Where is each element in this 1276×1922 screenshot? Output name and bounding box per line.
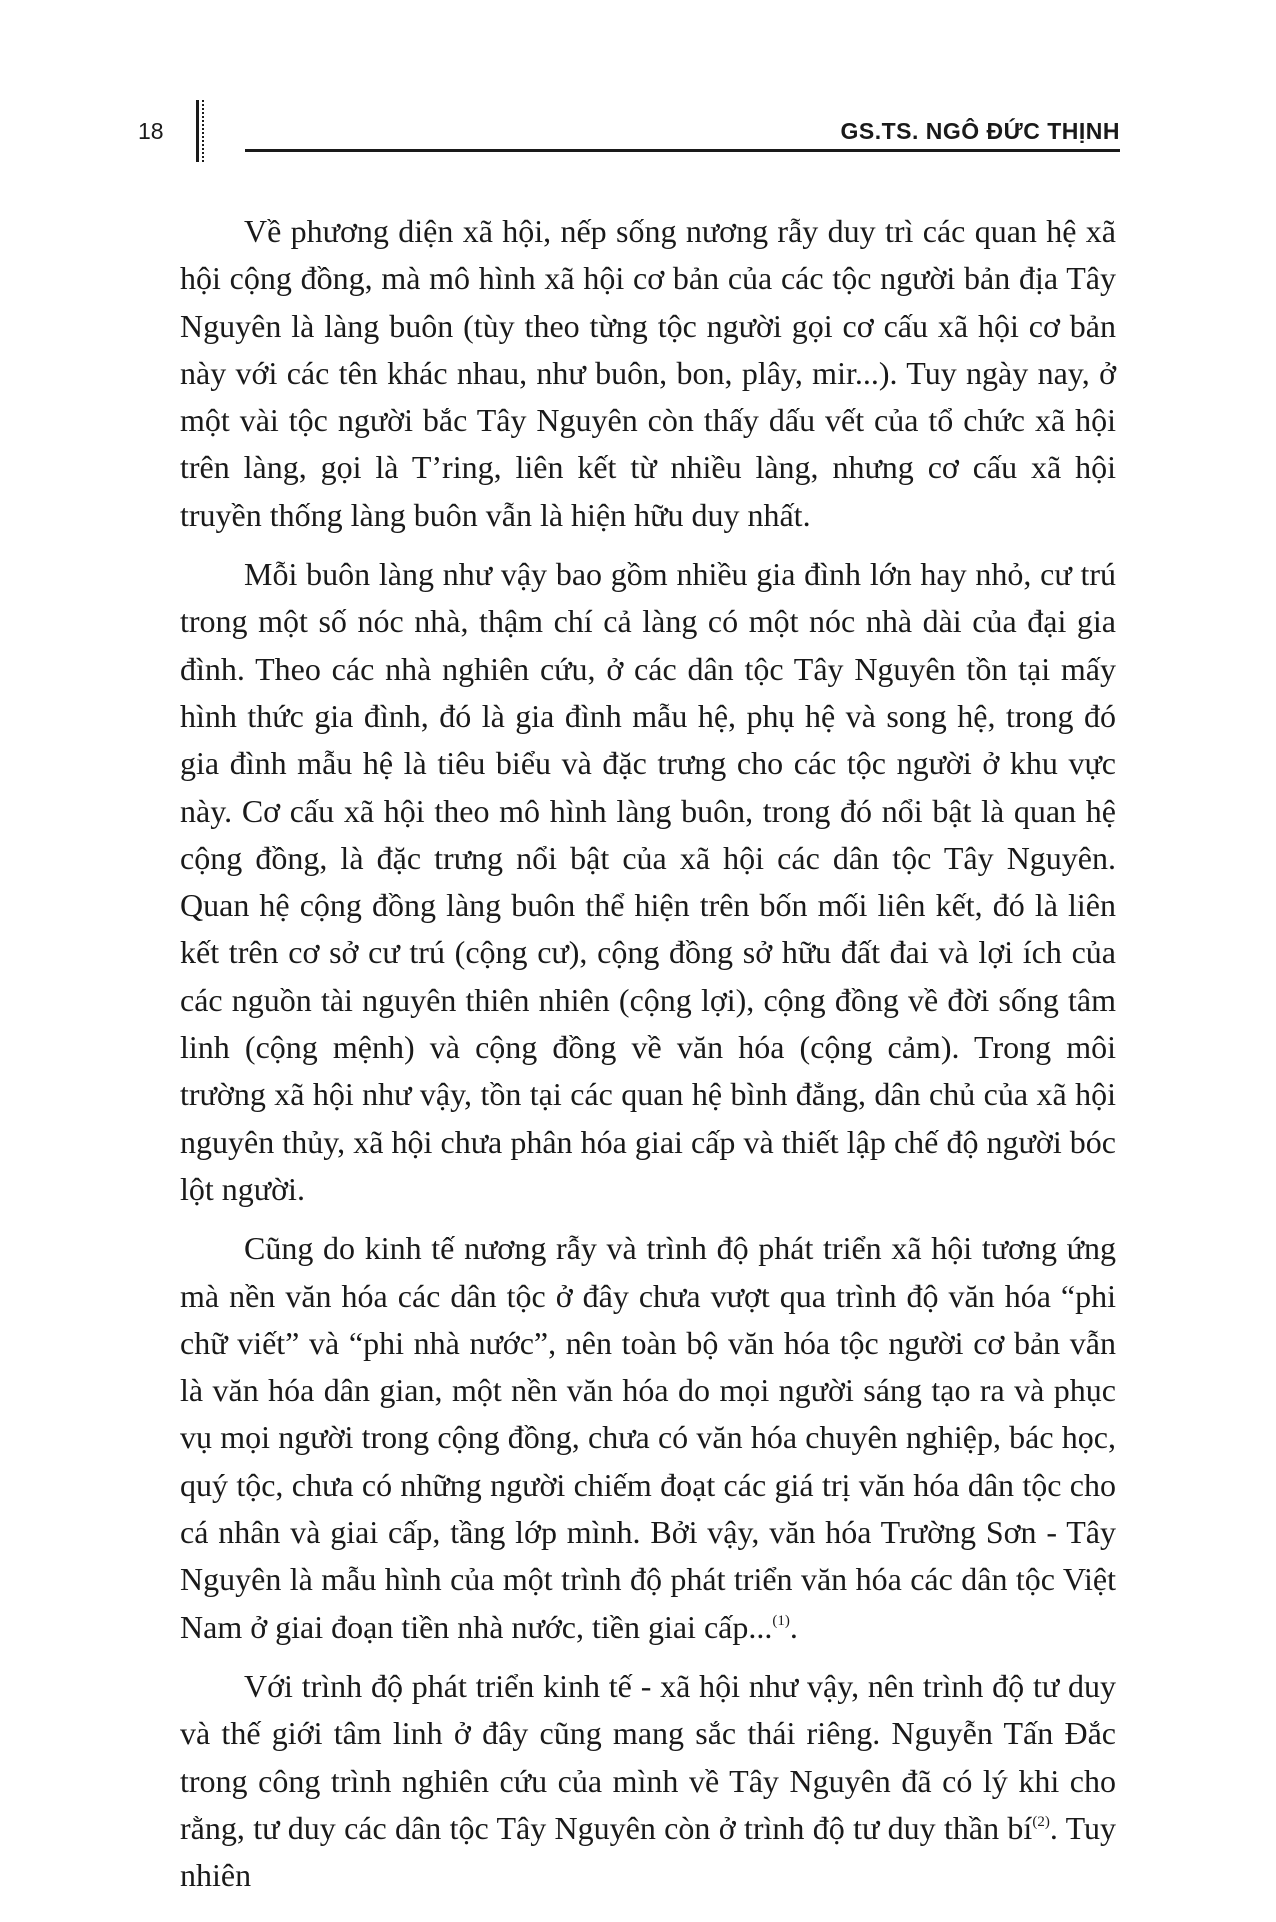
- body-text: [180, 208, 1116, 1911]
- paragraph-1: [180, 208, 1116, 539]
- header-rule: [245, 149, 1120, 152]
- footnote-ref-1[interactable]: (1): [772, 1612, 790, 1629]
- footnote-ref-2[interactable]: (2): [1032, 1813, 1050, 1830]
- paragraph-2: [180, 551, 1116, 1213]
- paragraph-text: Với trình độ phát triển kinh tế - xã hội như vậy, nên trình độ tư duy và thế giới tâm linh ở đây cũng mang sắc thái riêng. Nguyễn Tấn Đắc trong công trình nghiên cứu của mình về Tây Nguyên đã có lý khi cho rằng, tư duy các dân tộc Tây Nguyên còn ở trình độ tư duy thần bí: [180, 1667, 1116, 1846]
- paragraph-4: [180, 1663, 1116, 1899]
- paragraph-tail: . Tuy nhiên: [180, 1809, 1117, 1894]
- paragraph-text: Về phương diện xã hội, nếp sống nương rẫy duy trì các quan hệ xã hội cộng đồng, mà mô hình xã hội cơ bản của các tộc người bản địa Tây Nguyên là làng buôn (tùy theo từng tộc người gọi cơ cấu xã hội cơ bản này với các tên khác nhau, như buôn, bon, plây, mir...). Tuy ngày nay, ở một vài tộc người bắc Tây Nguyên còn thấy dấu vết của tổ chức xã hội trên làng, gọi là T’ring, liên kết từ nhiều làng, nhưng cơ cấu xã hội truyền thống làng buôn vẫn là hiện hữu duy nhất.: [180, 213, 1116, 533]
- paragraph-tail: .: [789, 1608, 798, 1645]
- page-number: 18: [138, 118, 164, 144]
- paragraph-3: [180, 1225, 1116, 1651]
- running-head: GS.TS. NGÔ ĐỨC THỊNH: [840, 118, 1120, 144]
- paragraph-text: Cũng do kinh tế nương rẫy và trình độ phát triển xã hội tương ứng mà nền văn hóa các dân tộc ở đây chưa vượt qua trình độ văn hóa “phi chữ viết” và “phi nhà nước”, nên toàn bộ văn hóa tộc người cơ bản vẫn là văn hóa dân gian, một nền văn hóa do mọi người sáng tạo ra và phục vụ mọi người trong cộng đồng, chưa có văn hóa chuyên nghiệp, bác học, quý tộc, chưa có những người chiếm đoạt các giá trị văn hóa dân tộc cho cá nhân và giai cấp, tầng lớp mình. Bởi vậy, văn hóa Trường Sơn - Tây Nguyên là mẫu hình của một trình độ phát triển văn hóa các dân tộc Việt Nam ở giai đoạn tiền nhà nước, tiền giai cấp...: [180, 1230, 1116, 1645]
- header-divider: [196, 100, 206, 162]
- paragraph-text: Mỗi buôn làng như vậy bao gồm nhiều gia đình lớn hay nhỏ, cư trú trong một số nóc nhà, thậm chí cả làng có một nóc nhà dài của đại gia đình. Theo các nhà nghiên cứu, ở các dân tộc Tây Nguyên tồn tại mấy hình thức gia đình, đó là gia đình mẫu hệ, phụ hệ và song hệ, trong đó gia đình mẫu hệ là tiêu biểu và đặc trưng cho các tộc người ở khu vực này. Cơ cấu xã hội theo mô hình làng buôn, trong đó nổi bật là quan hệ cộng đồng, là đặc trưng nổi bật của xã hội các dân tộc Tây Nguyên. Quan hệ cộng đồng làng buôn thể hiện trên bốn mối liên kết, đó là liên kết trên cơ sở cư trú (cộng cư), cộng đồng sở hữu đất đai và lợi ích của các nguồn tài nguyên thiên nhiên (cộng lợi), cộng đồng về đời sống tâm linh (cộng mệnh) và cộng đồng về văn hóa (cộng cảm). Trong môi trường xã hội như vậy, tồn tại các quan hệ bình đẳng, dân chủ của xã hội nguyên thủy, xã hội chưa phân hóa giai cấp và thiết lập chế độ người bóc lột người.: [180, 556, 1116, 1207]
- header-divider-dotted-line: [202, 100, 204, 162]
- header-divider-thick-line: [196, 100, 199, 162]
